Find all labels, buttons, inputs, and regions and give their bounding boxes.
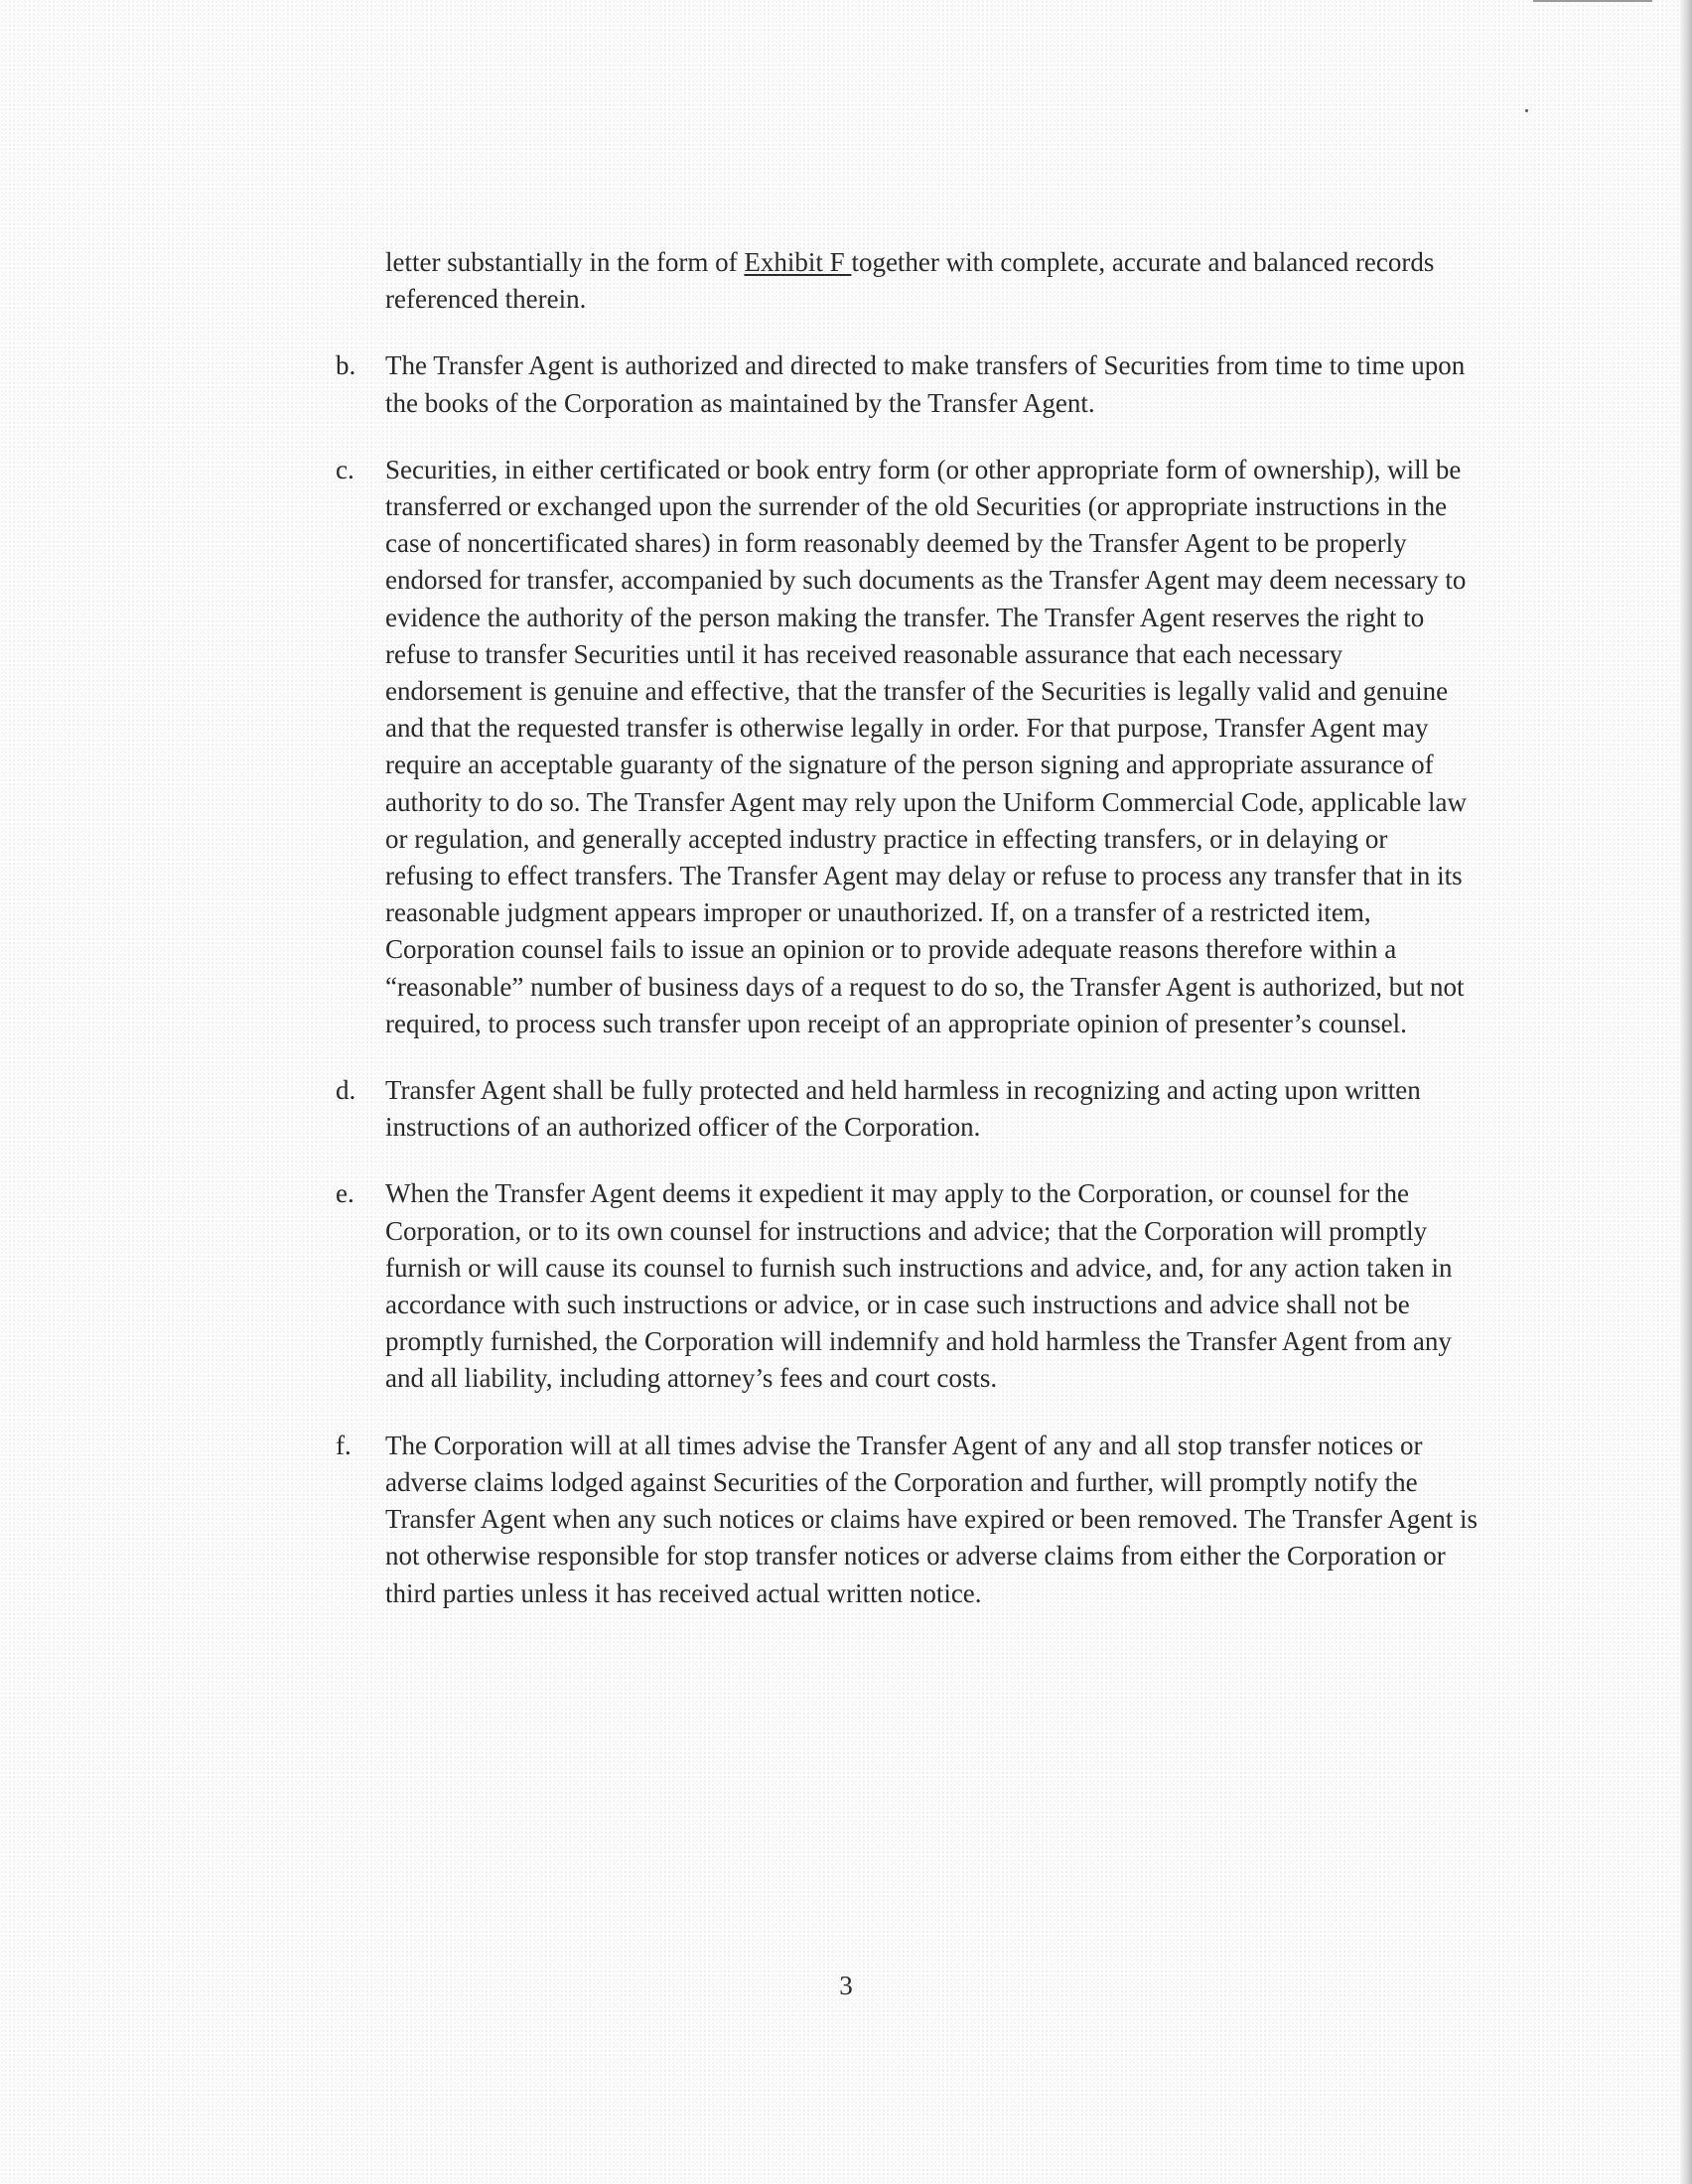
page-number: 3 xyxy=(839,1971,853,2000)
scan-right-edge-shadow xyxy=(1680,0,1692,2184)
list-item-letter: e. xyxy=(336,1178,354,1209)
list-item-text: The Transfer Agent is authorized and directed to make transfers of Securities from time to time upon the books of the Corporation as maintained by the Transfer Agent. xyxy=(385,350,1466,418)
list-item-text: Securities, in either certificated or book entry form (or other appropriate form of ownership), will be transferred or exchanged upon the surrender of the old Securities (or appropriate instructions in the case of noncertificated shares) in form reasonably deemed by the Transfer Agent to be properly endorsed for transfer, accompanied by such documents as the Transfer Agent may deem necessary to evidence the authority of the person making the transfer. The Transfer Agent reserves the right to refuse to transfer Securities until it has received reasonable assurance that each necessary endorsement is genuine and effective, that the transfer of the Securities is legally valid and genuine and that the requested transfer is otherwise legally in order. For that purpose, Transfer Agent may require an acceptable guaranty of the signature of the person signing and appropriate assurance of authority to do so. The Transfer Agent may rely upon the Uniform Commercial Code, applicable law or regulation, and generally accepted industry practice in effecting transfers, or in delaying or refusing to effect transfers. The Transfer Agent may delay or refuse to process any transfer that in its reasonable judgment appears improper or unauthorized. If, on a transfer of a restricted item, Corporation counsel fails to issue an opinion or to provide adequate reasons therefore within a “reasonable” number of business days of a request to do so, the Transfer Agent is authorized, but not required, to process such transfer upon receipt of an appropriate opinion of presenter’s counsel. xyxy=(385,454,1468,1038)
scan-edge-mark xyxy=(1533,0,1652,2)
list-item-d xyxy=(336,1072,1478,1146)
list-item-text: The Corporation will at all times advise the Transfer Agent of any and all stop transfer notices or adverse claims lodged against Securities of the Corporation and further, will promptly notify the Transfer Agent when any such notices or claims have expired or been removed. The Transfer Agent is not otherwise responsible for stop transfer notices or adverse claims from either the Corporation or third parties unless it has received actual written notice. xyxy=(385,1430,1478,1608)
list-item-f xyxy=(336,1428,1478,1612)
list-item-text: When the Transfer Agent deems it expedient it may apply to the Corporation, or counsel for the Corporation, or to its own counsel for instructions and advice; that the Corporation will promptly furnish or will cause its counsel to furnish such instructions and advice, and, for any action taken in accordance with such instructions or advice, or in case such instructions and advice shall not be promptly furnished, the Corporation will indemnify and hold harmless the Transfer Agent from any and all liability, including attorney’s fees and court costs. xyxy=(385,1178,1453,1394)
document-body xyxy=(336,244,1478,1642)
exhibit-f-reference: Exhibit F xyxy=(744,247,852,277)
list-item-letter: d. xyxy=(336,1075,356,1106)
list-item-letter: b. xyxy=(336,350,356,381)
list-item-b xyxy=(336,347,1478,421)
list-item-letter: f. xyxy=(336,1430,352,1460)
list-item-e xyxy=(336,1175,1478,1397)
intro-text-before-link: letter substantially in the form of xyxy=(385,247,745,277)
intro-paragraph xyxy=(385,244,1478,318)
list-item-letter: c. xyxy=(336,454,354,484)
scan-speck xyxy=(1525,109,1528,112)
intro-text-after-link: together with complete, accurate and balanced records referenced therein. xyxy=(385,247,1435,315)
list-item-text: Transfer Agent shall be fully protected and held harmless in recognizing and acting upon written instructions of an authorized officer of the Corporation. xyxy=(385,1075,1421,1143)
list-item-c xyxy=(336,452,1478,1042)
